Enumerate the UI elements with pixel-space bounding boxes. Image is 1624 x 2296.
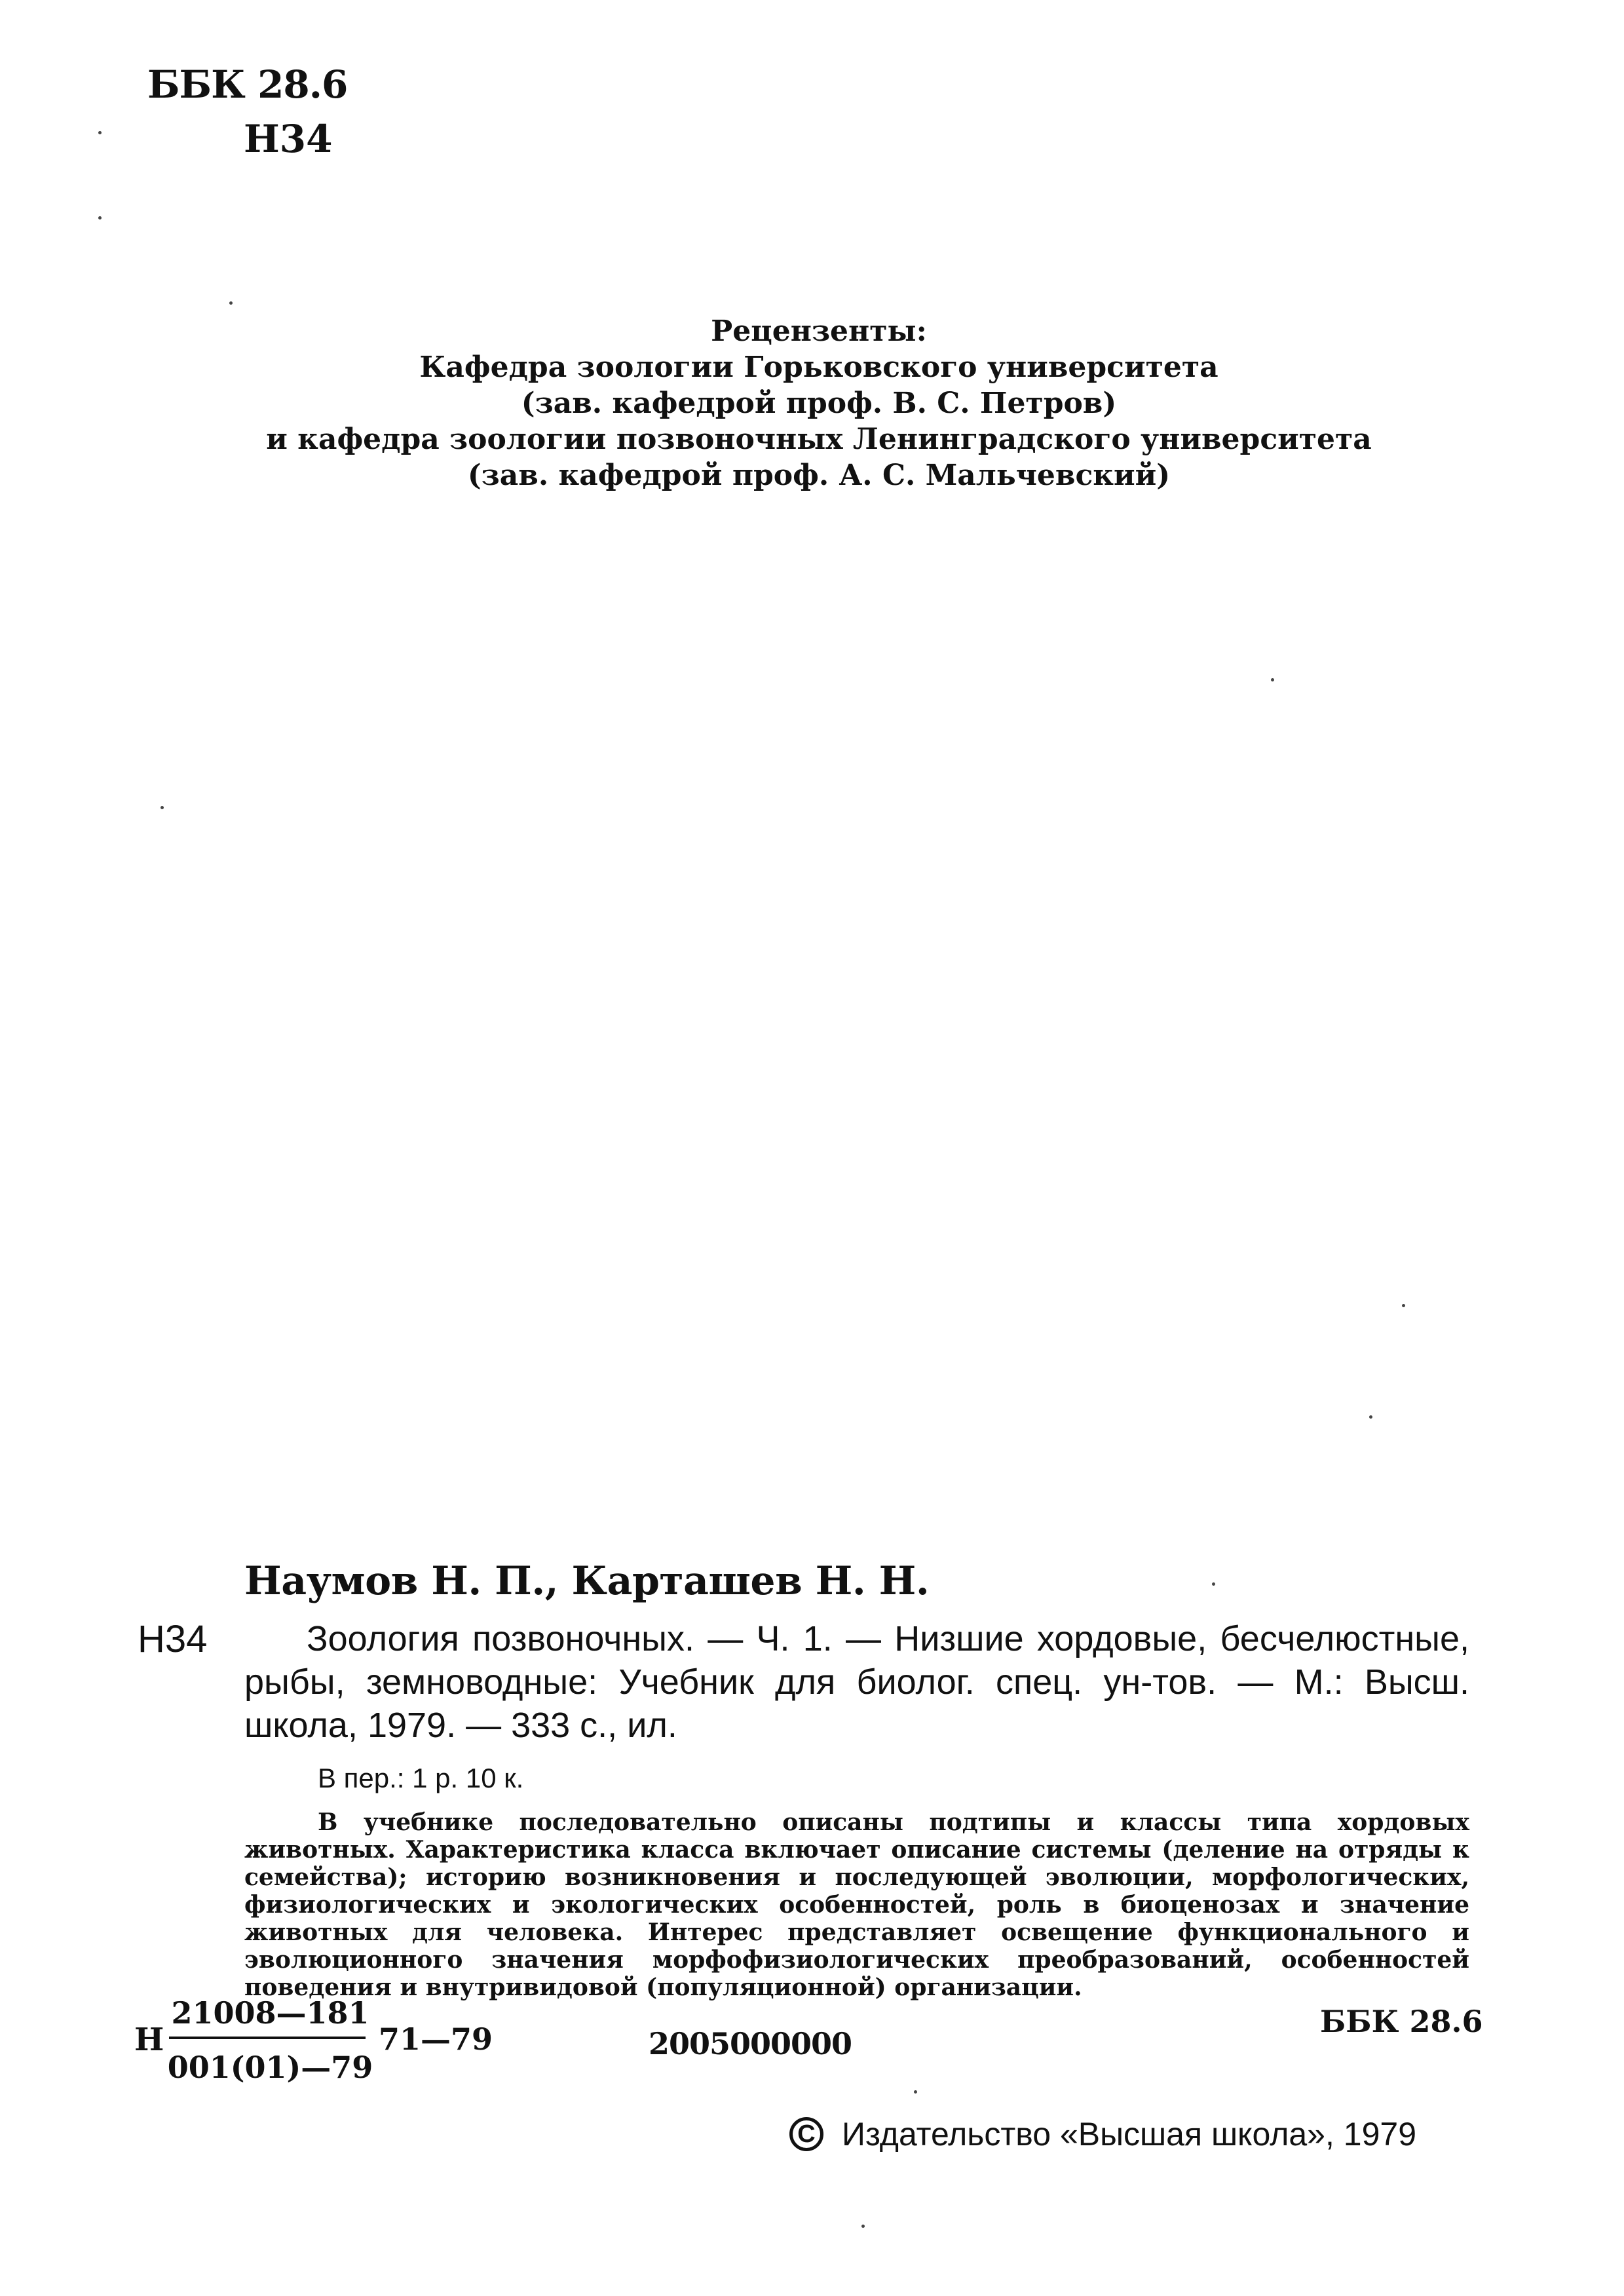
bbk-classification: ББК 28.6 [147, 62, 348, 107]
index-suffix: 71—79 [379, 2021, 493, 2057]
price: В пер.: 1 р. 10 к. [318, 1763, 524, 1793]
book-description [244, 1617, 1469, 1747]
scan-speck [1369, 1415, 1372, 1419]
scan-speck [1212, 1582, 1215, 1586]
annotation: В учебнике последовательно описаны подтипы и классы типа хордовых животных. Характеристика класса включает описание системы (деление на отряды к семейства); историю возникновения и последующей эволюции, морфологических, физиологических и экологических особенностей, роль в биоценозах и значение животных для человека. Интерес представляет освещение функционального и эволюционного значения морфофизиологических преобразований, особенностей поведения и внутривидовой (популяционной) организации. [244, 1808, 1469, 2001]
entry-code: Н34 [138, 1618, 208, 1660]
author-code: Н34 [244, 117, 333, 161]
scan-speck [161, 806, 164, 809]
reviewer-line: (зав. кафедрой проф. В. С. Петров) [521, 387, 1117, 420]
copyright [789, 2115, 1416, 2153]
index-numerator: 21008—181 [171, 1995, 369, 2031]
reviewer-line: и кафедра зоологии позвоночных Ленинградского университета [266, 423, 1372, 456]
scan-speck [914, 2090, 917, 2094]
reviewer-line: Кафедра зоологии Горьковского университета [419, 351, 1218, 384]
authors: Наумов Н. П., Карташев Н. Н. [244, 1558, 930, 1604]
reviewer-line: (зав. кафедрой проф. А. С. Мальчевский) [467, 459, 1171, 492]
scan-speck [98, 216, 102, 220]
reviewers-heading: Рецензенты: [711, 315, 927, 348]
scan-speck [229, 301, 233, 305]
index-code: 2005000000 [649, 2026, 852, 2061]
bbk-bottom: ББК 28.6 [1320, 2004, 1483, 2039]
scan-speck [1402, 1304, 1405, 1307]
reviewers-block [197, 313, 1441, 493]
description-text: Зоология позвоночных. — Ч. 1. — Низшие хордовые, бесчелюстные, рыбы, земноводные: Учебник для биолог. спец. ун-тов. — М.: Высш. школа, 1979. — 333 с., ил. [244, 1619, 1469, 1745]
copyright-icon: C [789, 2117, 823, 2151]
copyright-text: Издательство «Высшая школа», 1979 [842, 2116, 1417, 2152]
fraction-line [169, 2037, 366, 2039]
scan-speck [1271, 678, 1274, 681]
scan-speck [861, 2225, 865, 2228]
index-denominator: 001(01)—79 [167, 2050, 373, 2085]
scan-speck [98, 131, 102, 134]
index-letter: Н [134, 2021, 164, 2058]
